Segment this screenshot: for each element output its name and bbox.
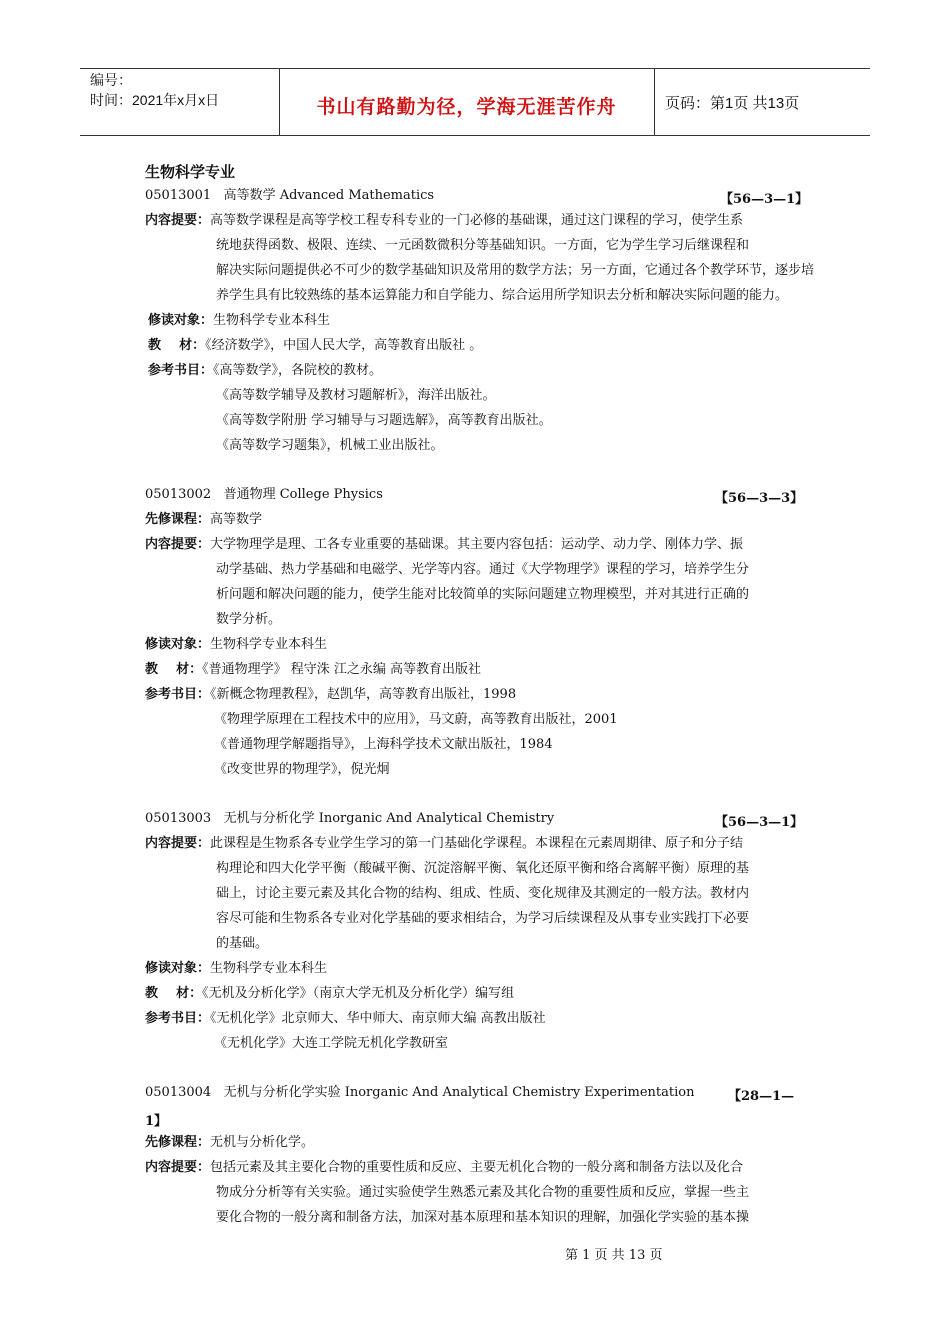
- ref-item: 《高等数学附册 学习辅导与习题选解》，高等教育出版社。: [216, 413, 552, 428]
- course-code: 05013003: [145, 811, 212, 826]
- ref-item: 《无机化学》北京师大、华中师大、南京师大编 高教出版社: [210, 1011, 546, 1026]
- summary-text: 包括元素及其主要化合物的重要性质和反应、主要无机化合物的一般分离和制备方法以及化合: [210, 1160, 744, 1175]
- audience-text: 生物科学专业本科生: [210, 637, 328, 652]
- prereq-text: 高等数学: [210, 512, 263, 527]
- header-motto: 书山有路勤为径，学海无涯苦作舟: [316, 96, 617, 118]
- page-footer: 第 1 页 共 13 页: [565, 1248, 663, 1263]
- ref-item: 《高等数学》，各院校的教材。: [213, 363, 383, 378]
- course-code: 05013004: [145, 1085, 212, 1100]
- ref-item: 《无机化学》大连工学院无机化学教研室: [214, 1036, 449, 1051]
- audience-text: 生物科学专业本科生: [213, 313, 331, 328]
- summary-text: 构理论和四大化学平衡（酸碱平衡、沉淀溶解平衡、氧化还原平衡和络合离解平衡）原理的基: [216, 861, 750, 876]
- textbook-label: 教 材：: [145, 662, 203, 677]
- audience-label: 修读对象：: [145, 637, 211, 652]
- course-name: 无机与分析化学 Inorganic And Analytical Chemistry: [223, 811, 555, 826]
- textbook-text: 《无机及分析化学》（南京大学无机及分析化学）编写组: [202, 986, 515, 1001]
- summary-label: 内容提要：: [145, 213, 211, 228]
- summary-text: 高等数学课程是高等学校工程专科专业的一门必修的基础课，通过这门课程的学习，使学生系: [210, 213, 744, 228]
- course-name: 普通物理 College Physics: [223, 487, 383, 502]
- textbook-text: 《普通物理学》 程守洙 江之永编 高等教育出版社: [202, 662, 482, 677]
- ref-item: 《新概念物理教程》，赵凯华，高等教育出版社，1998: [210, 687, 517, 702]
- refs-label: 参考书目：: [148, 363, 214, 378]
- section-title: 生物科学专业: [145, 163, 236, 181]
- ref-item: 《改变世界的物理学》，倪光炯: [214, 762, 390, 777]
- course-heading: [145, 1085, 694, 1101]
- header-page-number: 页码：第1页 共13页: [665, 95, 800, 112]
- summary-text: 解决实际问题提供必不可少的数学基础知识及常用的数学方法；另一方面，它通过各个教学环节，逐步培: [216, 263, 815, 278]
- header-number: 编号：: [90, 72, 132, 88]
- prereq-text: 无机与分析化学。: [210, 1135, 315, 1150]
- summary-text: 础上，讨论主要元素及其化合物的结构、组成、性质、变化规律及其测定的一般方法。教材内: [216, 886, 750, 901]
- summary-text: 要化合物的一般分离和制备方法，加深对基本原理和基本知识的理解，加强化学实验的基本操: [216, 1210, 750, 1225]
- header-bottom-rule: [80, 135, 870, 136]
- textbook-text: 《经济数学》，中国人民大学，高等教育出版社 。: [205, 338, 483, 353]
- course-name: 无机与分析化学实验 Inorganic And Analytical Chemistry Experimentation: [223, 1085, 695, 1100]
- summary-label: 内容提要：: [145, 836, 211, 851]
- prereq-label: 先修课程：: [145, 512, 211, 527]
- prereq-label: 先修课程：: [145, 1135, 211, 1150]
- summary-text: 统地获得函数、极限、连续、一元函数微积分等基础知识。一方面，它为学生学习后继课程和: [216, 238, 750, 253]
- refs-label: 参考书目：: [145, 687, 211, 702]
- course-code: 05013002: [145, 487, 212, 502]
- summary-text: 物成分分析等有关实验。通过实验使学生熟悉元素及其化合物的重要性质和反应，掌握一些主: [216, 1185, 750, 1200]
- summary-text: 容尽可能和生物系各专业对化学基础的要求相结合，为学习后续课程及从事专业实践打下必要: [216, 911, 750, 926]
- summary-label: 内容提要：: [145, 537, 211, 552]
- summary-text: 动学基础、热力学基础和电磁学、光学等内容。通过《大学物理学》课程的学习，培养学生分: [216, 562, 750, 577]
- summary-text: 大学物理学是理、工各专业重要的基础课。其主要内容包括：运动学、动力学、刚体力学、振: [210, 537, 744, 552]
- summary-text: 此课程是生物系各专业学生学习的第一门基础化学课程。本课程在元素周期律、原子和分子结: [210, 836, 744, 851]
- course-heading: [145, 487, 383, 503]
- summary-text: 数学分析。: [216, 612, 282, 627]
- audience-label: 修读对象：: [148, 313, 214, 328]
- course-code: 05013001: [145, 188, 212, 203]
- course-hours: 【28—1—: [728, 1089, 795, 1104]
- course-heading: [145, 811, 554, 827]
- refs-label: 参考书目：: [145, 1011, 211, 1026]
- course-name: 高等数学 Advanced Mathematics: [223, 188, 435, 203]
- ref-item: 《高等数学辅导及教材习题解析》，海洋出版社。: [216, 388, 496, 403]
- header-top-rule: [80, 68, 870, 69]
- ref-item: 《物理学原理在工程技术中的应用》，马文蔚，高等教育出版社，2001: [214, 712, 618, 727]
- course-hours: 【56—3—1】: [720, 192, 809, 207]
- summary-text: 的基础。: [216, 936, 269, 951]
- audience-text: 生物科学专业本科生: [210, 961, 328, 976]
- summary-text: 析问题和解决问题的能力，使学生能对比较简单的实际问题建立物理模型，并对其进行正确的: [216, 587, 750, 602]
- course-hours: 【56—3—1】: [715, 815, 804, 830]
- audience-label: 修读对象：: [145, 961, 211, 976]
- summary-label: 内容提要：: [145, 1160, 211, 1175]
- textbook-label: 教 材：: [145, 986, 203, 1001]
- header-divider: [654, 68, 655, 135]
- course-heading: [145, 188, 434, 204]
- course-hours: 【56—3—3】: [715, 491, 804, 506]
- header-time: 时间：2021年x月x日: [90, 92, 220, 108]
- ref-item: 《高等数学习题集》，机械工业出版社。: [216, 438, 444, 453]
- textbook-label: 教 材：: [148, 338, 206, 353]
- summary-text: 养学生具有比较熟练的基本运算能力和自学能力、综合运用所学知识去分析和解决实际问题的能力。: [216, 288, 789, 303]
- course-hours-continued: 1】: [145, 1114, 168, 1129]
- ref-item: 《普通物理学解题指导》，上海科学技术文献出版社，1984: [214, 737, 553, 752]
